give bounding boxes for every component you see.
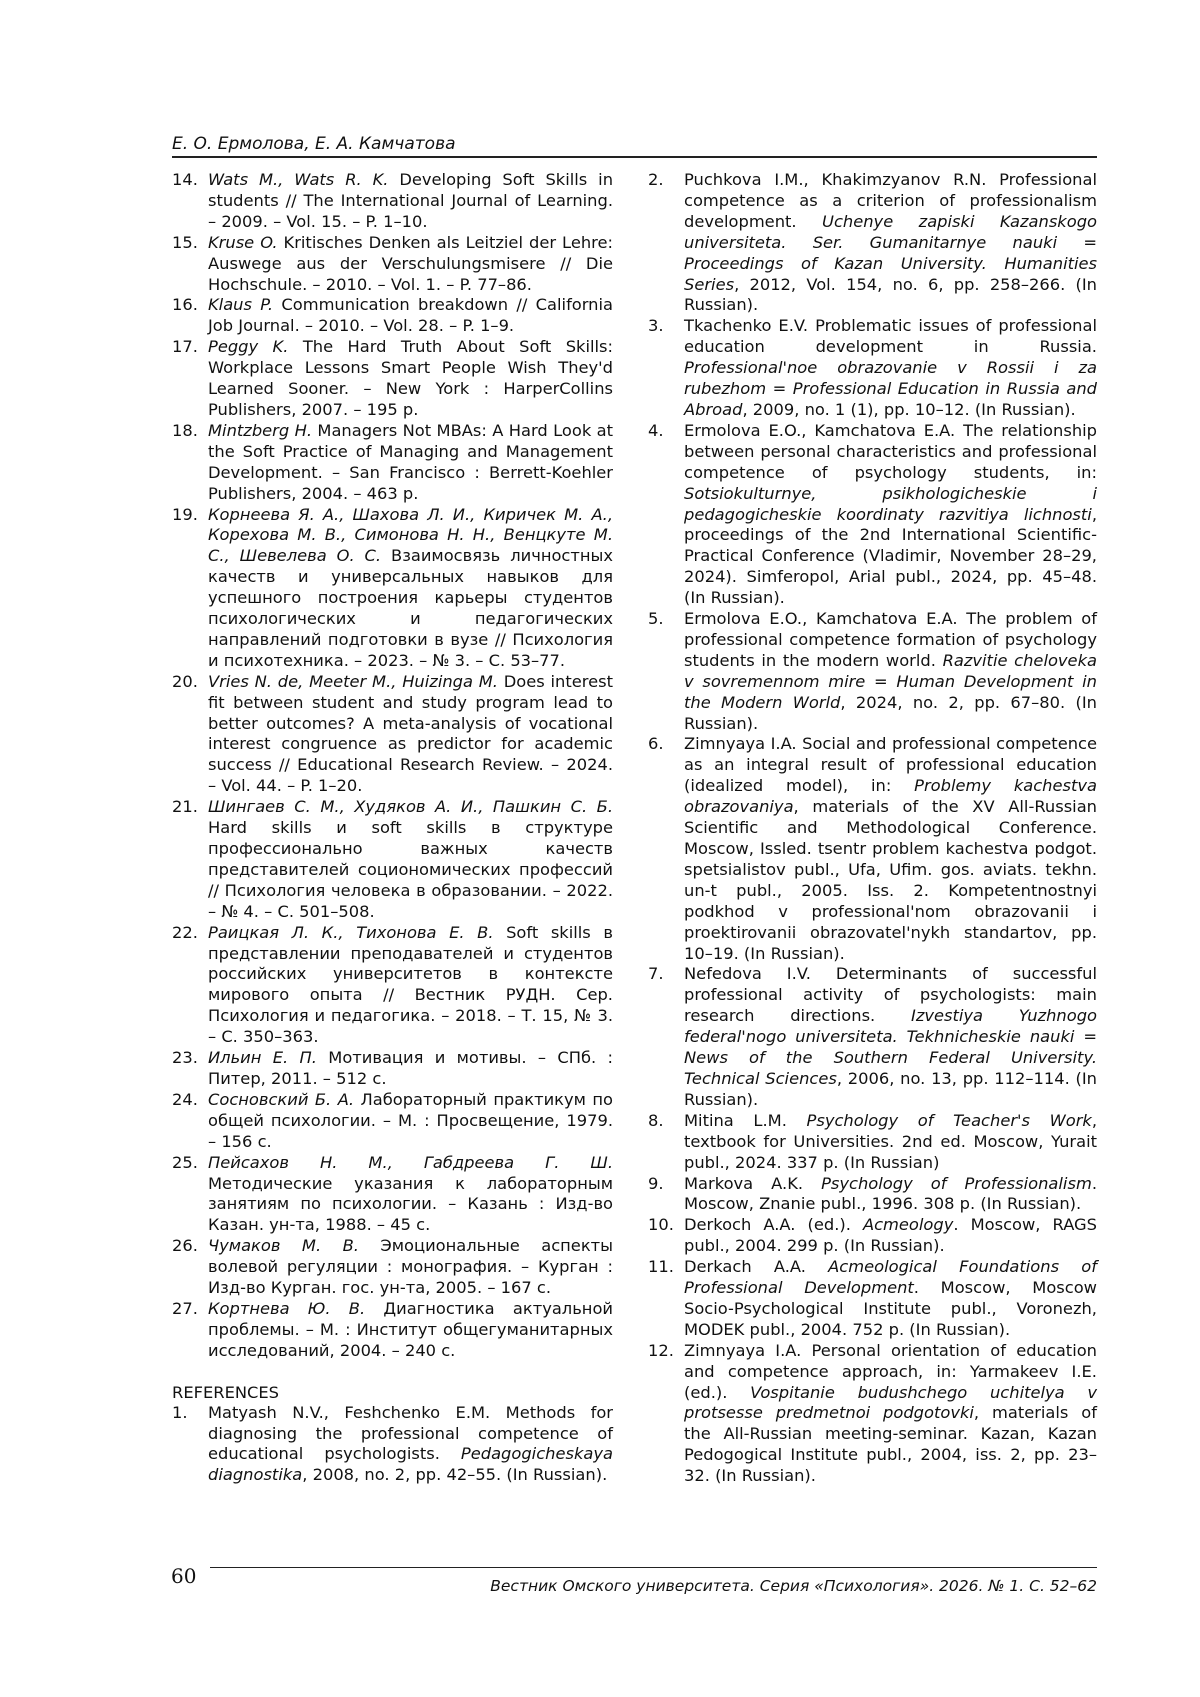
item-text	[684, 1111, 1097, 1174]
item-source-title: Professional'noe obrazovanie v Rossii i za rubezhom = Professional Education in Russia and Abroad	[684, 358, 1097, 419]
reference-item	[648, 1341, 1097, 1487]
item-source-title: Razvitie cheloveka v sovremennom mire = Human Development in the Modern World	[684, 650, 1097, 712]
item-source-title: Sotsiokulturnye, psikhologicheskie i pedagogicheskie koordinaty razvitiya lichnosti	[684, 483, 1097, 524]
item-body-start: Matyash N.V., Feshchenko E.M. Methods for diagnosing the professional competence of educational psychologists.	[208, 1402, 613, 1464]
item-text	[684, 1341, 1097, 1487]
item-body: Developing Soft Skills in students // The International Journal of Learning. – 2009. – Vol. 15. – P. 1–10.	[208, 170, 614, 231]
item-text	[208, 505, 613, 672]
bibliography-item	[172, 1090, 613, 1153]
item-number: 6.	[648, 734, 664, 754]
item-text	[684, 421, 1097, 609]
item-body-end: , 2008, no. 2, pp. 42–55. (In Russian).	[302, 1465, 608, 1485]
item-text	[208, 672, 613, 797]
item-authors: Wats M., Wats R. K.	[208, 170, 389, 189]
item-body-end: , materials of the XV All-Russian Scientific and Methodological Conference. Moscow, Issled. tsentr problem kachestva podgot. spetsialistov publ., Ufa, Ufim. gos. aviats. tekhn. un-t publ., 2005. Iss. 2. Kompetentnostnyi podkhod v professional'nom obrazovanii i proektirovanii obrazovatel'nykh standartov, pp. 10–19. (In Russian).	[684, 797, 1097, 963]
reference-item	[648, 1215, 1097, 1257]
reference-item	[648, 609, 1097, 734]
bibliography-item	[172, 233, 613, 296]
item-body-end: . Moscow, Znanie publ., 1996. 308 p. (In Russian).	[684, 1173, 1097, 1214]
item-text	[684, 170, 1097, 316]
item-number: 7.	[648, 964, 664, 984]
item-authors: Mintzberg H.	[208, 420, 313, 440]
item-body-start: Derkach A.A.	[684, 1257, 829, 1277]
item-text	[208, 1048, 613, 1090]
item-body-end: . Moscow, Moscow Socio-Psychological Institute publ., Voronezh, MODEK publ., 2004. 752 p. (In Russian).	[684, 1278, 1097, 1339]
footer-rule	[210, 1567, 1097, 1568]
item-body: Soft skills в представлении преподавателей и студентов российских университетов в контексте мирового опыта // Вестник РУДН. Сер. Психология и педагогика. – 2018. – Т. 15, № 3. – С. 350–363.	[208, 922, 613, 1047]
item-number: 11.	[648, 1257, 674, 1277]
reference-item	[648, 170, 1097, 316]
item-authors: Шингаев С. М., Худяков А. И., Пашкин С. Б.	[208, 797, 613, 817]
references-list-right	[648, 170, 1097, 1487]
item-body-start: Zimnyaya I.A. Personal orientation of education and competence approach, in: Yarmakeev I.E. (ed.).	[684, 1340, 1097, 1402]
item-number: 15.	[172, 232, 198, 252]
item-body: Взаимосвязь личностных качеств и универсальных навыков для успешного построения карьеры студентов психологических и педагогических направлений подготовки в вузе // Психология и психотехника. – 2023. – № 3. – С. 53–77.	[208, 546, 613, 670]
item-number: 1.	[172, 1402, 188, 1422]
item-body-start: Nefedova I.V. Determinants of successful professional activity of psychologists: main research directions.	[684, 964, 1097, 1026]
item-authors: Peggy K.	[208, 337, 289, 357]
item-number: 12.	[648, 1340, 674, 1360]
item-authors: Ильин Е. П.	[208, 1048, 317, 1068]
item-body-end: . Moscow, RAGS publ., 2004. 299 p. (In Russian).	[684, 1215, 1097, 1256]
bibliography-item	[172, 295, 613, 337]
item-text	[208, 337, 613, 421]
item-number: 4.	[648, 420, 664, 440]
bibliography-item	[172, 421, 613, 505]
right-column	[648, 170, 1097, 1487]
reference-item	[648, 964, 1097, 1110]
item-body: Does interest fit between student and study program lead to better outcomes? A meta-analysis of vocational interest congruence as predictor for academic success // Educational Research Review. – 2024. – Vol. 44. – P. 1–20.	[208, 671, 613, 796]
item-body-end: , 2012, Vol. 154, no. 6, pp. 258–266. (In Russian).	[684, 274, 1097, 315]
item-text	[208, 170, 613, 233]
bibliography-item	[172, 1299, 613, 1362]
item-number: 20.	[172, 671, 198, 691]
item-text	[208, 421, 613, 505]
item-body: Hard skills и soft skills в структуре профессионально важных качеств представителей социономических профессий // Психология человека в образовании. – 2022. – № 4. – С. 501–508.	[208, 818, 613, 921]
item-authors: Чумаков М. В.	[208, 1236, 359, 1256]
item-number: 19.	[172, 504, 198, 524]
item-source-title: Uchenye zapiski Kazanskogo universiteta. Ser. Gumanitarnye nauki = Proceedings of Kazan University. Humanities Series	[684, 211, 1097, 294]
item-authors: Klaus P.	[208, 295, 274, 315]
item-text	[208, 923, 613, 1048]
item-number: 9.	[648, 1173, 664, 1193]
item-source-title: Acmeological Foundations of Professional Development	[684, 1257, 1097, 1298]
item-text	[208, 1090, 613, 1153]
item-text	[208, 1299, 613, 1362]
item-body-start: Ermolova E.O., Kamchatova E.A. The relationship between personal characteristics and professional competence of psychology students, in:	[684, 420, 1097, 482]
item-body: Мотивация и мотивы. – СПб. : Питер, 2011. – 512 с.	[208, 1048, 614, 1088]
item-body: Kritisches Denken als Leitziel der Lehre: Auswege aus der Verschulungsmisere // Die Hochschule. – 2010. – Vol. 1. – P. 77–86.	[208, 232, 613, 294]
item-body-end: , 2024, no. 2, pp. 67–80. (In Russian).	[684, 692, 1097, 733]
item-text	[208, 1153, 613, 1237]
item-source-title: Problemy kachestva obrazovaniya	[684, 776, 1097, 817]
item-body: The Hard Truth About Soft Skills: Workplace Lessons Smart People Wish They'd Learned Sooner. – New York : HarperCollins Publishers, 2007. – 195 p.	[208, 337, 614, 419]
item-text	[684, 1257, 1097, 1341]
item-text	[684, 609, 1097, 734]
item-text	[208, 1403, 613, 1487]
running-header: Е. О. Ермолова, Е. А. Камчатова	[172, 134, 456, 154]
reference-item	[648, 316, 1097, 421]
item-source-title: Psychology of Professionalism	[821, 1173, 1092, 1193]
bibliography-item	[172, 1236, 613, 1299]
item-number: 27.	[172, 1298, 198, 1318]
item-body-start: Markova A.K.	[684, 1173, 822, 1193]
item-text	[208, 233, 613, 296]
references-title: REFERENCES	[172, 1382, 280, 1402]
references-list-left	[172, 1403, 613, 1487]
bibliography-list	[172, 170, 613, 1362]
item-text	[684, 964, 1097, 1110]
item-authors: Kruse O.	[208, 232, 278, 252]
reference-item	[648, 734, 1097, 964]
item-body-end: , 2006, no. 13, pp. 112–114. (In Russian).	[684, 1068, 1098, 1109]
item-body-start: Puchkova I.M., Khakimzyanov R.N. Professional competence as a criterion of professionalism development.	[684, 170, 1097, 231]
item-number: 24.	[172, 1089, 198, 1109]
item-body: Managers Not MBAs: A Hard Look at the Soft Practice of Managing and Management Development. – San Francisco : Berrett-Koehler Publishers, 2004. – 463 p.	[208, 420, 613, 503]
item-body-start: Mitina L.M.	[684, 1110, 807, 1130]
item-number: 25.	[172, 1152, 198, 1172]
item-text	[208, 1236, 613, 1299]
item-number: 26.	[172, 1236, 198, 1256]
item-body-start: Zimnyaya I.A. Social and professional competence as an integral result of professional education (idealized model), in:	[684, 734, 1097, 796]
item-text	[684, 734, 1097, 964]
journal-footer: Вестник Омского университета. Серия «Психология». 2026. № 1. С. 52–62	[490, 1577, 1097, 1595]
item-number: 10.	[648, 1215, 674, 1235]
item-body-end: , textbook for Universities. 2nd ed. Moscow, Yurait publ., 2024. 337 p. (In Russian)	[684, 1110, 1098, 1172]
item-number: 18.	[172, 420, 198, 440]
item-text	[684, 316, 1097, 421]
left-column	[172, 170, 613, 1486]
item-authors: Сосновский Б. А.	[208, 1089, 355, 1109]
item-body-end: , materials of the All-Russian meeting-seminar. Kazan, Kazan Pedogogical Institute publ., 2004, iss. 2, pp. 23–32. (In Russian).	[684, 1403, 1097, 1486]
item-body: Диагностика актуальной проблемы. – М. : Институт общегуманитарных исследований, 2004. – 240 с.	[208, 1298, 613, 1360]
item-body-end: , proceedings of the 2nd International Scientific-Practical Conference (Vladimir, November 28–29, 2024). Simferopol, Arial publ., 2024, pp. 45–48. (In Russian).	[684, 504, 1097, 608]
item-number: 17.	[172, 337, 198, 357]
reference-item	[172, 1403, 613, 1487]
bibliography-item	[172, 337, 613, 421]
item-authors: Корнеева Я. А., Шахова Л. И., Киричек М. А., Корехова М. В., Симонова Н. Н., Венцкуте М. С., Шевелева О. С.	[208, 504, 613, 566]
item-text	[208, 797, 613, 922]
item-source-title: Pedagogicheskaya diagnostika	[208, 1444, 613, 1485]
item-number: 22.	[172, 922, 198, 942]
item-body: Лабораторный практикум по общей психологии. – М. : Просвещение, 1979. – 156 с.	[208, 1089, 613, 1151]
bibliography-item	[172, 1048, 613, 1090]
bibliography-item	[172, 170, 613, 233]
item-number: 3.	[648, 316, 664, 336]
item-body: Методические указания к лабораторным занятиям по психологии. – Казань : Изд-во Казан. ун-та, 1988. – 45 с.	[208, 1173, 613, 1235]
item-body-end: , 2009, no. 1 (1), pp. 10–12. (In Russian).	[742, 399, 1076, 419]
item-authors: Кортнева Ю. В.	[208, 1298, 366, 1318]
item-body: Эмоциональные аспекты волевой регуляции : монография. – Курган : Изд-во Курган. гос. ун-та, 2005. – 167 с.	[208, 1236, 613, 1298]
page-number: 60	[171, 1564, 197, 1588]
item-body-start: Ermolova E.O., Kamchatova E.A. The problem of professional competence formation of psychology students in the modern world.	[684, 609, 1097, 670]
item-authors: Раицкая Л. К., Тихонова Е. В.	[208, 922, 494, 942]
header-rule	[172, 156, 1097, 158]
item-body: Communication breakdown // California Job Journal. – 2010. – Vol. 28. – P. 1–9.	[208, 295, 613, 336]
item-number: 21.	[172, 797, 198, 817]
item-text	[684, 1174, 1097, 1216]
item-number: 8.	[648, 1110, 664, 1130]
item-authors: Пейсахов Н. М., Габдреева Г. Ш.	[208, 1152, 613, 1172]
item-body-start: Derkoch A.A. (ed.).	[684, 1215, 863, 1235]
item-text	[208, 295, 613, 337]
item-number: 16.	[172, 295, 198, 315]
item-body-start: Tkachenko E.V. Problematic issues of professional education development in Russia.	[684, 316, 1097, 357]
item-source-title: Acmeology	[862, 1215, 954, 1235]
item-number: 23.	[172, 1048, 198, 1068]
item-source-title: Vospitanie budushchego uchitelya v protsesse predmetnoi podgotovki	[684, 1382, 1097, 1423]
item-number: 14.	[172, 170, 198, 189]
item-source-title: Psychology of Teacher's Work	[806, 1110, 1092, 1130]
item-authors: Vries N. de, Meeter M., Huizinga M.	[208, 671, 498, 691]
item-source-title: Izvestiya Yuzhnogo federal'nogo universiteta. Tekhnicheskie nauki = News of the Southern Federal University. Technical Sciences	[684, 1006, 1098, 1088]
bibliography-item	[172, 923, 613, 1048]
bibliography-item	[172, 797, 613, 922]
reference-item	[648, 421, 1097, 609]
reference-item	[648, 1174, 1097, 1216]
bibliography-item	[172, 672, 613, 797]
reference-item	[648, 1257, 1097, 1341]
item-number: 5.	[648, 609, 664, 629]
bibliography-item	[172, 505, 613, 672]
bibliography-item	[172, 1153, 613, 1237]
item-text	[684, 1215, 1097, 1257]
item-number: 2.	[648, 170, 664, 189]
reference-item	[648, 1111, 1097, 1174]
